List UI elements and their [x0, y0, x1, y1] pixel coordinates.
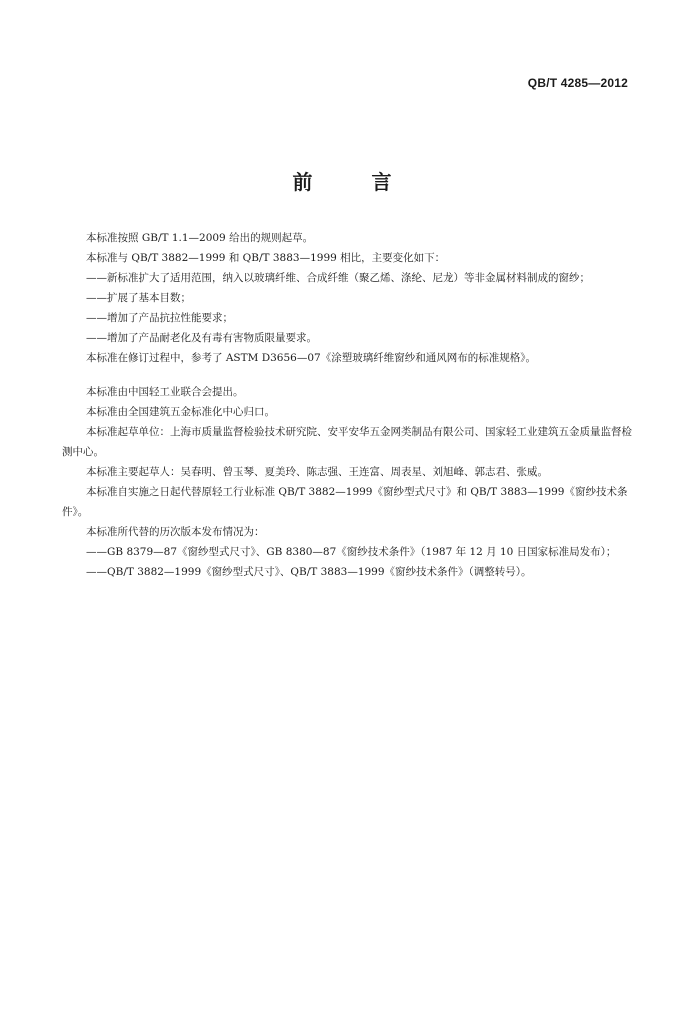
change-item-tensile: ——增加了产品抗拉性能要求； — [86, 312, 233, 324]
page-title: 前 言 — [292, 170, 418, 194]
paragraph-drafting-rule: 本标准按照 GB/T 1.1—2009 给出的规则起草。 — [86, 232, 314, 244]
paragraph-history-intro: 本标准所代替的历次版本发布情况为： — [86, 526, 265, 538]
paragraph-centralized: 本标准由全国建筑五金标准化中心归口。 — [86, 406, 275, 418]
history-item-qbt: ——QB/T 3882—1999《窗纱型式尺寸》、QB/T 3883—1999《窗纱技术条件》（调整转号）。 — [86, 566, 532, 578]
change-item-mesh: ——扩展了基本目数； — [86, 292, 191, 304]
history-item-gb: ——GB 8379—87《窗纱型式尺寸》、GB 8380—87《窗纱技术条件》（1987 年 12 月 10 日国家标准局发布）； — [86, 546, 617, 558]
change-item-scope: ——新标准扩大了适用范围，纳入以玻璃纤维、合成纤维（聚乙烯、涤纶、尼龙）等非金属材料制成的窗纱； — [86, 272, 590, 284]
paragraph-reference: 本标准在修订过程中，参考了 ASTM D3656—07《涂塑玻璃纤维窗纱和通风网布的标准规格》。 — [86, 352, 536, 364]
paragraph-drafting-units: 本标准起草单位：上海市质量监督检验技术研究院、安平安华五金网类制品有限公司、国家轻工业建筑五金质量监督检测中心。 — [62, 426, 632, 458]
foreword-body — [62, 228, 632, 582]
change-item-aging: ——增加了产品耐老化及有毒有害物质限量要求。 — [86, 332, 317, 344]
paragraph-drafters: 本标准主要起草人：吴春明、曾玉琴、夏美玲、陈志强、王连富、周表星、刘旭峰、郭志君、张威。 — [86, 466, 548, 478]
paragraph-gap — [62, 368, 632, 382]
paragraph-replacement: 本标准自实施之日起代替原轻工行业标准 QB/T 3882—1999《窗纱型式尺寸》和 QB/T 3883—1999《窗纱技术条件》。 — [62, 486, 628, 518]
paragraph-changes-intro: 本标准与 QB/T 3882—1999 和 QB/T 3883—1999 相比，主要变化如下： — [86, 252, 446, 264]
paragraph-proposer: 本标准由中国轻工业联合会提出。 — [86, 386, 244, 398]
standard-code: QB/T 4285—2012 — [527, 76, 628, 90]
